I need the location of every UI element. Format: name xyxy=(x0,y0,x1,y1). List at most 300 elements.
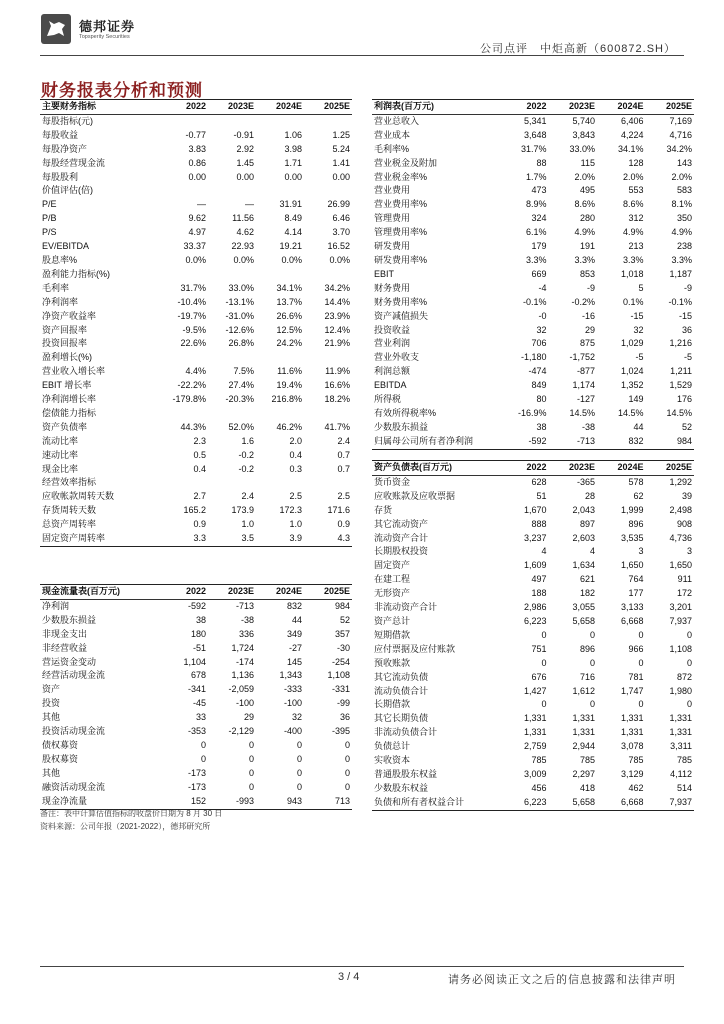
cell-value: -713 xyxy=(549,435,598,449)
cell-value: -9 xyxy=(683,282,692,293)
column-header: 2022 xyxy=(160,585,208,600)
cell-value: -10.4% xyxy=(177,296,206,307)
row-label: 债权募资 xyxy=(42,739,79,750)
cell-value: 238 xyxy=(676,241,692,252)
table-row xyxy=(40,184,352,198)
row-label: 净资产收益率 xyxy=(42,310,97,321)
cell-value: 34.1% xyxy=(276,282,302,293)
row-label: 固定资产 xyxy=(374,560,411,571)
cell-value: -592 xyxy=(500,435,549,449)
cell-value: 1,352 xyxy=(620,380,644,391)
table-row xyxy=(40,683,352,697)
cell-value: 3.5 xyxy=(208,532,256,546)
cell-value: -127 xyxy=(576,394,595,405)
cell-value: 0 xyxy=(589,657,595,668)
cell-value xyxy=(256,476,304,490)
cell-value: 2,498 xyxy=(669,504,692,515)
cell-value: 180 xyxy=(190,628,206,639)
row-label: 其它流动负债 xyxy=(374,671,429,682)
cell-value: -16.9% xyxy=(517,407,547,418)
cell-value: 3,129 xyxy=(620,768,644,779)
table-header-row xyxy=(372,461,694,476)
table-row xyxy=(40,599,352,613)
table-row xyxy=(40,490,352,504)
row-label: 净利润 xyxy=(42,600,70,611)
cell-value: 621 xyxy=(579,574,595,585)
row-label: 应收账款及应收票据 xyxy=(374,490,456,501)
cell-value: 785 xyxy=(628,755,644,766)
table-row xyxy=(372,240,694,254)
cell-value: 16.52 xyxy=(327,241,350,252)
table-row xyxy=(40,351,352,365)
column-header: 2024E xyxy=(256,100,304,115)
row-label: 毛利率% xyxy=(374,143,410,154)
cell-value: 33.37 xyxy=(183,241,206,252)
cell-value xyxy=(208,407,256,421)
cell-value xyxy=(160,114,208,128)
table-row xyxy=(372,212,694,226)
column-header: 2025E xyxy=(646,461,695,476)
cell-value: 1,108 xyxy=(669,643,692,654)
cell-value: 4.9% xyxy=(622,227,644,238)
cell-value: 5 xyxy=(638,282,644,293)
row-label: 盈利能力指标(%) xyxy=(42,268,110,279)
note-source: 资料来源：公司年报（2021-2022），德邦研究所 xyxy=(40,822,211,831)
cell-value: 3.70 xyxy=(332,227,350,238)
cell-value: 9.62 xyxy=(188,213,206,224)
table-row xyxy=(40,504,352,518)
section-title: 财务报表分析和预测 xyxy=(41,81,203,100)
cell-value: 4,112 xyxy=(670,768,692,779)
cell-value xyxy=(304,184,352,198)
table-row xyxy=(372,490,694,504)
table-row xyxy=(40,628,352,642)
cell-value: 3,133 xyxy=(620,602,644,613)
column-header: 2025E xyxy=(304,585,352,600)
row-label: 每股经营现金流 xyxy=(42,157,106,168)
cell-value: 3.3% xyxy=(525,254,547,265)
cell-value: 21.9% xyxy=(324,338,350,349)
table-row xyxy=(40,337,352,351)
table-row xyxy=(372,685,694,699)
cell-value: 3.9 xyxy=(256,532,304,546)
table-row xyxy=(40,449,352,463)
cell-value: 1,747 xyxy=(620,685,644,696)
cell-value: -27 xyxy=(288,642,302,653)
footer-divider xyxy=(40,966,684,967)
table-row xyxy=(372,796,694,810)
row-label: 经营活动现金流 xyxy=(42,670,106,681)
cell-value: 3,535 xyxy=(620,532,644,543)
cell-value: -20.3% xyxy=(225,394,254,405)
cell-value: 2.5 xyxy=(289,491,302,502)
table-row xyxy=(372,573,694,587)
cell-value xyxy=(256,407,304,421)
column-header: 2024E xyxy=(256,585,304,600)
row-label: 普通股股东权益 xyxy=(374,768,438,779)
cell-value: 0 xyxy=(686,657,692,668)
table-row xyxy=(372,310,694,324)
cell-value: 6,223 xyxy=(523,615,547,626)
cell-value: 5,740 xyxy=(572,115,595,126)
cell-value: 0 xyxy=(248,781,254,792)
cell-value: 3 xyxy=(686,546,692,557)
cell-value: 1.41 xyxy=(332,157,350,168)
row-label: EV/EBITDA xyxy=(42,241,90,252)
cell-value: 4.9% xyxy=(671,227,692,238)
row-label: 营业总收入 xyxy=(374,115,420,126)
row-label: 预收账款 xyxy=(374,657,411,668)
table-row xyxy=(40,697,352,711)
cell-value: 38 xyxy=(195,614,206,625)
table-row xyxy=(40,725,352,739)
cell-value: -1,180 xyxy=(520,352,547,363)
cell-value xyxy=(208,351,256,365)
cell-value xyxy=(304,476,352,490)
table-row xyxy=(372,129,694,143)
table-row xyxy=(40,157,352,171)
row-label: EBIT xyxy=(374,268,395,279)
cell-value: 26.8% xyxy=(228,338,254,349)
cell-value: 553 xyxy=(628,185,644,196)
row-label: 短期借款 xyxy=(374,629,411,640)
table-row xyxy=(372,324,694,338)
cell-value: -0.2 xyxy=(238,463,254,474)
row-label: 财务费用 xyxy=(374,282,411,293)
cell-value: 5,658 xyxy=(549,796,598,810)
page-number: 3 / 4 xyxy=(338,971,360,983)
cell-value xyxy=(256,351,304,365)
cell-value: 52 xyxy=(681,421,692,432)
cell-value xyxy=(208,268,256,282)
cell-value: 875 xyxy=(579,338,595,349)
table-row xyxy=(372,379,694,393)
cell-value: 0 xyxy=(589,629,595,640)
row-label: EBITDA xyxy=(374,380,407,391)
cell-value: 1.71 xyxy=(284,157,302,168)
table-row xyxy=(372,171,694,185)
cell-value: 1,634 xyxy=(572,560,595,571)
cell-value: 0.0% xyxy=(233,254,254,265)
cell-value: -353 xyxy=(187,726,206,737)
cell-value: 984 xyxy=(646,435,695,449)
cell-value: 177 xyxy=(628,588,644,599)
cell-value: 5.24 xyxy=(332,143,350,154)
table-row xyxy=(372,587,694,601)
cell-value: 785 xyxy=(676,755,692,766)
table-header-row xyxy=(40,585,352,600)
table-row xyxy=(372,601,694,615)
cell-value: 52.0% xyxy=(228,421,254,432)
row-label: 资产减值损失 xyxy=(374,310,429,321)
cell-value: 716 xyxy=(579,671,595,682)
cell-value: 33.0% xyxy=(228,282,254,293)
cell-value: -0.2 xyxy=(238,449,254,460)
cell-value: 36 xyxy=(681,324,692,335)
cell-value: 4.97 xyxy=(188,227,206,238)
cell-value: 751 xyxy=(531,643,547,654)
row-label: 其它流动资产 xyxy=(374,518,429,529)
cell-value xyxy=(208,476,256,490)
row-label: 研发费用率% xyxy=(374,254,428,265)
cell-value: 1,216 xyxy=(669,338,692,349)
row-label: 现金净流量 xyxy=(40,795,160,809)
cell-value: 34.2% xyxy=(666,143,692,154)
cell-value: 0.5 xyxy=(193,449,206,460)
table-row xyxy=(40,226,352,240)
cell-value xyxy=(304,114,352,128)
table-row xyxy=(372,475,694,489)
row-label: 营业费用率% xyxy=(374,199,428,210)
row-label: 应收帐款周转天数 xyxy=(42,491,115,502)
cell-value: 26.99 xyxy=(327,199,350,210)
cell-value: 8.1% xyxy=(671,199,692,210)
cell-value: 34.2% xyxy=(324,282,350,293)
row-label: 无形资产 xyxy=(374,588,411,599)
cell-value: -0.1% xyxy=(668,296,692,307)
cell-value: -13.1% xyxy=(225,296,254,307)
cell-value: 0 xyxy=(638,657,644,668)
table-row xyxy=(372,615,694,629)
cell-value: -38 xyxy=(240,614,254,625)
cell-value: 1,104 xyxy=(183,656,206,667)
cell-value: 1,724 xyxy=(231,642,254,653)
row-label: 应付票据及应付账款 xyxy=(374,643,456,654)
cell-value: 4 xyxy=(541,546,547,557)
table-row xyxy=(40,254,352,268)
cell-value: 0.86 xyxy=(188,157,206,168)
cell-value: 32 xyxy=(291,712,302,723)
table-row xyxy=(372,337,694,351)
cash-flow-table xyxy=(40,584,352,810)
cell-value: 179 xyxy=(531,241,547,252)
cell-value: 152 xyxy=(160,795,208,809)
cell-value: 0.3 xyxy=(289,463,302,474)
cell-value: -877 xyxy=(576,366,595,377)
cell-value: 12.4% xyxy=(324,324,350,335)
table-row xyxy=(372,114,694,128)
cell-value: 0 xyxy=(344,753,350,764)
cell-value: 6.46 xyxy=(332,213,350,224)
cell-value: 36 xyxy=(339,712,350,723)
row-label: 所得税 xyxy=(374,394,402,405)
cell-value: 908 xyxy=(676,518,692,529)
cell-value: 0.0% xyxy=(281,254,302,265)
cell-value: -4 xyxy=(538,282,547,293)
cell-value xyxy=(160,268,208,282)
row-label: 投资回报率 xyxy=(42,338,88,349)
cell-value: 1,331 xyxy=(572,727,595,738)
cell-value: 462 xyxy=(628,782,644,793)
cell-value: 0.4 xyxy=(289,449,302,460)
row-label: 少数股东损益 xyxy=(374,421,429,432)
cell-value: 0.0% xyxy=(185,254,206,265)
cell-value: 0 xyxy=(638,629,644,640)
row-label: 资产 xyxy=(42,684,61,695)
cell-value: -179.8% xyxy=(172,394,206,405)
cell-value: 785 xyxy=(531,755,547,766)
table-row xyxy=(40,476,352,490)
row-label: 非现金支出 xyxy=(42,628,88,639)
row-label: 融资活动现金流 xyxy=(42,781,106,792)
row-label: 投资收益 xyxy=(374,324,411,335)
cell-value: 676 xyxy=(531,671,547,682)
table-row xyxy=(40,518,352,532)
cell-value: 5,341 xyxy=(523,115,547,126)
table-row xyxy=(372,740,694,754)
cell-value: 578 xyxy=(628,476,644,487)
cell-value: 38 xyxy=(536,421,547,432)
cell-value: 1,331 xyxy=(572,713,595,724)
table-row xyxy=(40,711,352,725)
row-label: 股息率% xyxy=(42,254,78,265)
cell-value: 349 xyxy=(286,628,302,639)
table-row xyxy=(372,296,694,310)
cell-value: 324 xyxy=(531,213,547,224)
cell-value: 1,331 xyxy=(669,713,692,724)
cell-value: 1,980 xyxy=(669,685,692,696)
table-row xyxy=(40,532,352,546)
cell-value: 32 xyxy=(633,324,644,335)
row-label: 流动资产合计 xyxy=(374,532,429,543)
table-row xyxy=(372,559,694,573)
row-label: 股权募资 xyxy=(42,753,79,764)
row-label: 长期股权投资 xyxy=(374,546,429,557)
cell-value: 88 xyxy=(536,157,547,168)
cell-value xyxy=(160,184,208,198)
row-label: 净利润增长率 xyxy=(42,394,97,405)
table-row xyxy=(40,767,352,781)
cell-value: -713 xyxy=(235,600,254,611)
cell-value: -5 xyxy=(683,352,692,363)
cell-value: 3.3% xyxy=(622,254,644,265)
table-row xyxy=(40,324,352,338)
cell-value: -100 xyxy=(283,698,302,709)
row-label: 少数股东权益 xyxy=(374,782,429,793)
cell-value: 24.2% xyxy=(276,338,302,349)
cell-value: 984 xyxy=(334,600,350,611)
table-row xyxy=(40,739,352,753)
table-row xyxy=(40,129,352,143)
table-row xyxy=(40,171,352,185)
cell-value: 8.49 xyxy=(284,213,302,224)
cell-value: 1,650 xyxy=(669,560,692,571)
cell-value: 7.5% xyxy=(233,366,254,377)
cell-value: 583 xyxy=(676,185,692,196)
row-label: 长期借款 xyxy=(374,699,411,710)
row-label: 有效所得税率% xyxy=(374,407,437,418)
table-row xyxy=(40,198,352,212)
row-label: 流动负债合计 xyxy=(374,685,429,696)
cell-value: -0.91 xyxy=(233,129,254,140)
cell-value: 4.9% xyxy=(574,227,595,238)
cell-value: 3,237 xyxy=(523,532,547,543)
cell-value: 1.0 xyxy=(289,519,302,530)
row-label: 每股指标(元) xyxy=(42,115,93,126)
table-row xyxy=(40,656,352,670)
table-row xyxy=(372,351,694,365)
cell-value: 8.9% xyxy=(525,199,547,210)
row-label: 每股净资产 xyxy=(42,143,88,154)
cell-value: 872 xyxy=(676,671,692,682)
cell-value: 706 xyxy=(531,338,547,349)
table-row xyxy=(40,463,352,477)
bull-logo-icon xyxy=(41,14,71,44)
cell-value: 1.25 xyxy=(332,129,350,140)
cell-value: 171.6 xyxy=(327,505,350,516)
cell-value: 0 xyxy=(200,739,206,750)
row-label: 非流动负债合计 xyxy=(374,727,438,738)
row-label: 速动比率 xyxy=(42,449,79,460)
cell-value: 1,612 xyxy=(572,685,595,696)
cell-value: 0.00 xyxy=(236,171,254,182)
cell-value: 4,736 xyxy=(669,532,692,543)
cell-value: 1,292 xyxy=(669,476,692,487)
cell-value: 8.6% xyxy=(622,199,644,210)
cell-value: 31.91 xyxy=(279,199,302,210)
notes xyxy=(40,807,222,833)
cell-value: 6,668 xyxy=(597,796,646,810)
table-row xyxy=(372,671,694,685)
cell-value: -174 xyxy=(235,656,254,667)
table-row xyxy=(372,782,694,796)
table-row xyxy=(372,726,694,740)
cell-value: 13.7% xyxy=(276,296,302,307)
cell-value: 0 xyxy=(296,767,302,778)
cell-value: 11.6% xyxy=(277,366,302,377)
cell-value: 19.4% xyxy=(276,380,302,391)
cell-value: -45 xyxy=(192,698,206,709)
cell-value: 145 xyxy=(286,656,302,667)
cell-value: 4.3 xyxy=(304,532,352,546)
cell-value: 39 xyxy=(681,490,692,501)
cell-value: 33.0% xyxy=(569,143,595,154)
cell-value: 897 xyxy=(579,518,595,529)
row-label: 净利润率 xyxy=(42,296,79,307)
cell-value: 14.5% xyxy=(617,407,644,418)
cell-value: 497 xyxy=(531,574,547,585)
cell-value: 0 xyxy=(344,781,350,792)
cell-value: 0 xyxy=(686,699,692,710)
cell-value: -19.7% xyxy=(177,310,206,321)
table-row xyxy=(372,657,694,671)
cell-value: -12.6% xyxy=(225,324,254,335)
cell-value: 0 xyxy=(638,699,644,710)
cell-value: 2.0% xyxy=(622,171,644,182)
cell-value: 2.0% xyxy=(574,171,595,182)
column-header: 2022 xyxy=(160,100,208,115)
cell-value: 0.7 xyxy=(337,449,350,460)
cell-value: 2,944 xyxy=(572,741,595,752)
main-indicators-table xyxy=(40,99,352,547)
cell-value: 2,603 xyxy=(572,532,595,543)
table-row xyxy=(40,393,352,407)
cell-value: 4,716 xyxy=(669,129,692,140)
cell-value: 0.9 xyxy=(193,519,206,530)
cell-value: 473 xyxy=(531,185,547,196)
cell-value: -0.2% xyxy=(571,296,595,307)
cell-value: 1,670 xyxy=(523,504,547,515)
row-label: 价值评估(倍) xyxy=(42,185,93,196)
cell-value: 0.0% xyxy=(329,254,350,265)
cell-value xyxy=(304,351,352,365)
cell-value: 280 xyxy=(579,213,595,224)
row-label: 资产回报率 xyxy=(42,324,88,335)
table-row xyxy=(372,435,694,449)
cell-value: 0 xyxy=(589,699,595,710)
table-row xyxy=(372,268,694,282)
row-label: 少数股东损益 xyxy=(42,614,97,625)
